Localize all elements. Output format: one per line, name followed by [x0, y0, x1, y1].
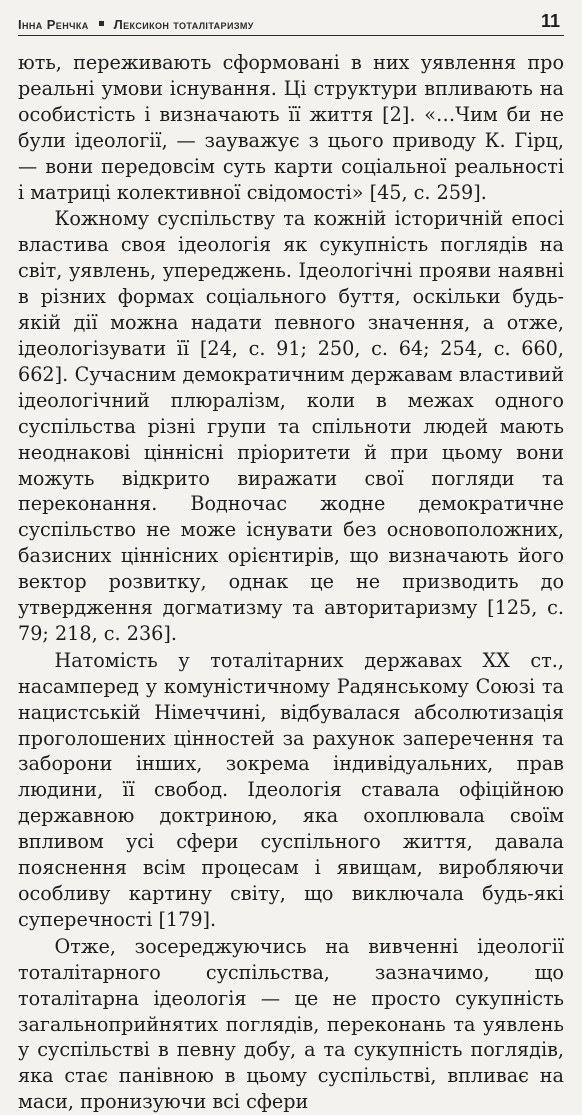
- header-separator-square: [99, 21, 104, 26]
- paragraph: Кожному суспільству та кожній історичній епосі властива своя ідеологія як сукупність поглядів на світ, уявлень, упереджень. Ідеологічні прояви наявні в різних формах соціального буття, оскільки будь-якій дії можна надати певного значення, а отже, ідеологізувати її [24, с. 91; 250, с. 64; 254, с. 660, 662]. Сучасним демократичним державам властивий ідеологічний плюралізм, коли в межах одного суспільства різні групи та спільноти людей мають неоднакові ціннісні пріоритети й при цьому вони можуть відкрито виражати свої погляди та переконання. Водночас жодне демократичне суспільство не може існувати без основоположних, базисних ціннісних орієнтирів, що визначають його вектор розвитку, однак це не призводить до утвердження догматизму та авторитаризму [125, с. 79; 218, с. 236].: [18, 207, 564, 645]
- paragraph: Натомість у тоталітарних державах XX ст., насамперед у комуністичному Радянському Союзі та нацистській Німеччині, відбувалася абсолютизація проголошених цінностей за рахунок заперечення та заборони інших, зокрема індивідуальних, прав людини, її свобод. Ідеологія ставала офіційною державною доктриною, яка охоплювала своїм впливом усі сфери суспільного життя, давала пояснення всім процесам і явищам, виробляючи особливу картину світу, що виключала будь-які суперечності [179].: [18, 648, 564, 931]
- paragraph: Отже, зосереджуючись на вивченні ідеології тоталітарного суспільства, зазначимо, що тоталітарна ідеологія — це не просто сукупність загальноприйнятих поглядів, переконань та уявлень у суспільстві в певну добу, а та сукупність поглядів, яка стає панівною в цьому суспільстві, впливає на маси, пронизуючи всі сфери: [18, 934, 564, 1114]
- author-name: Інна Ренчка: [18, 17, 89, 32]
- book-title: Лексикон тоталітаризму: [113, 17, 254, 32]
- running-header: [18, 8, 564, 36]
- paragraph-continued: ють, переживають сформовані в них уявлення про реальні умови існування. Ці структури впливають на особистість і визначають її життя [2]. «…Чим би не були ідеології, — зауважує з цього приводу К. Гірц, — вони передовсім суть карти соціальної реальності і матриці колективної свідомості» [45, с. 259].: [18, 51, 564, 204]
- page-number: 11: [540, 11, 560, 31]
- text-body: [18, 50, 564, 1115]
- header-left: [18, 17, 254, 32]
